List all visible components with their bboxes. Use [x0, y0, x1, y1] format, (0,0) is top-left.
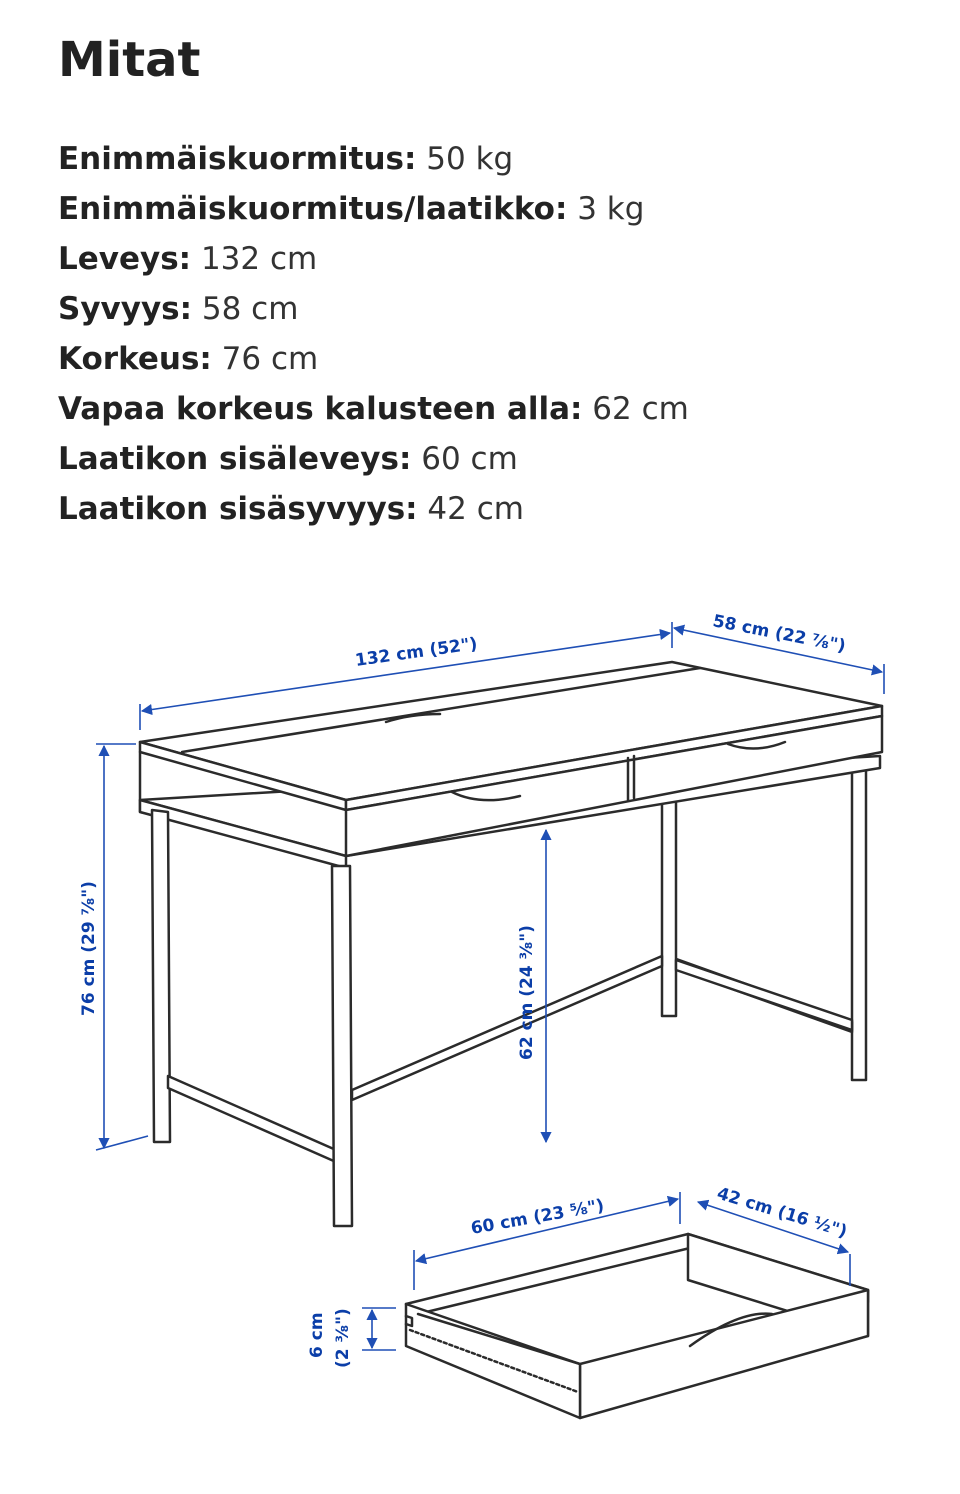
desk-height-dimension — [79, 744, 148, 1150]
desk-width-label: 132 cm (52") — [353, 634, 479, 671]
spec-label: Syvyys: — [58, 291, 193, 327]
spec-row-depth — [58, 284, 689, 334]
drawer-depth-label: 42 cm (16 ½") — [714, 1183, 850, 1243]
front-right-leg — [332, 866, 352, 1226]
spec-list — [58, 134, 689, 534]
spec-row-width — [58, 234, 689, 284]
right-side-stretcher — [676, 960, 852, 1030]
spec-row-clearance — [58, 384, 689, 434]
desk-depth-label: 58 cm (22 ⅞") — [711, 611, 848, 657]
front-stretcher — [352, 956, 662, 1100]
spec-row-max-load-drawer — [58, 184, 689, 234]
spec-label: Laatikon sisäleveys: — [58, 441, 412, 477]
drawer-height-label-in: (2 ⅜") — [333, 1308, 353, 1368]
page-title: Mitat — [58, 32, 201, 88]
desk-height-label: 76 cm (29 ⅞") — [79, 881, 99, 1016]
spec-row-height — [58, 334, 689, 384]
spec-value: 58 cm — [201, 291, 299, 327]
spec-value: 62 cm — [592, 391, 689, 427]
spec-value: 42 cm — [427, 491, 524, 527]
spec-row-max-load — [58, 134, 689, 184]
drawer-height-dimension — [307, 1308, 396, 1368]
spec-label: Korkeus: — [58, 341, 212, 377]
spec-value: 50 kg — [426, 141, 514, 177]
desk-drawing — [140, 662, 882, 1226]
spec-label: Leveys: — [58, 241, 192, 277]
spec-value: 132 cm — [200, 241, 318, 277]
dimension-diagram — [0, 560, 960, 1494]
spec-value: 3 kg — [577, 191, 645, 227]
spec-label: Vapaa korkeus kalusteen alla: — [58, 391, 583, 427]
spec-row-drawer-inner-width — [58, 434, 689, 484]
spec-label: Enimmäiskuormitus/laatikko: — [58, 191, 568, 227]
spec-value: 76 cm — [221, 341, 319, 377]
back-left-leg — [662, 800, 676, 1016]
spec-value: 60 cm — [421, 441, 518, 477]
spec-row-drawer-inner-depth — [58, 484, 689, 534]
clearance-height-dimension — [517, 830, 546, 1142]
left-side-stretcher — [168, 1076, 336, 1162]
clearance-height-label: 62 cm (24 ⅜") — [517, 925, 537, 1060]
drawer-height-label-cm: 6 cm — [307, 1312, 327, 1358]
spec-label: Laatikon sisäsyvyys: — [58, 491, 418, 527]
drawer-width-label: 60 cm (23 ⅝") — [469, 1195, 606, 1239]
drawer-drawing — [406, 1234, 868, 1418]
front-left-leg — [152, 810, 170, 1142]
spec-label: Enimmäiskuormitus: — [58, 141, 417, 177]
back-right-leg — [852, 765, 866, 1080]
